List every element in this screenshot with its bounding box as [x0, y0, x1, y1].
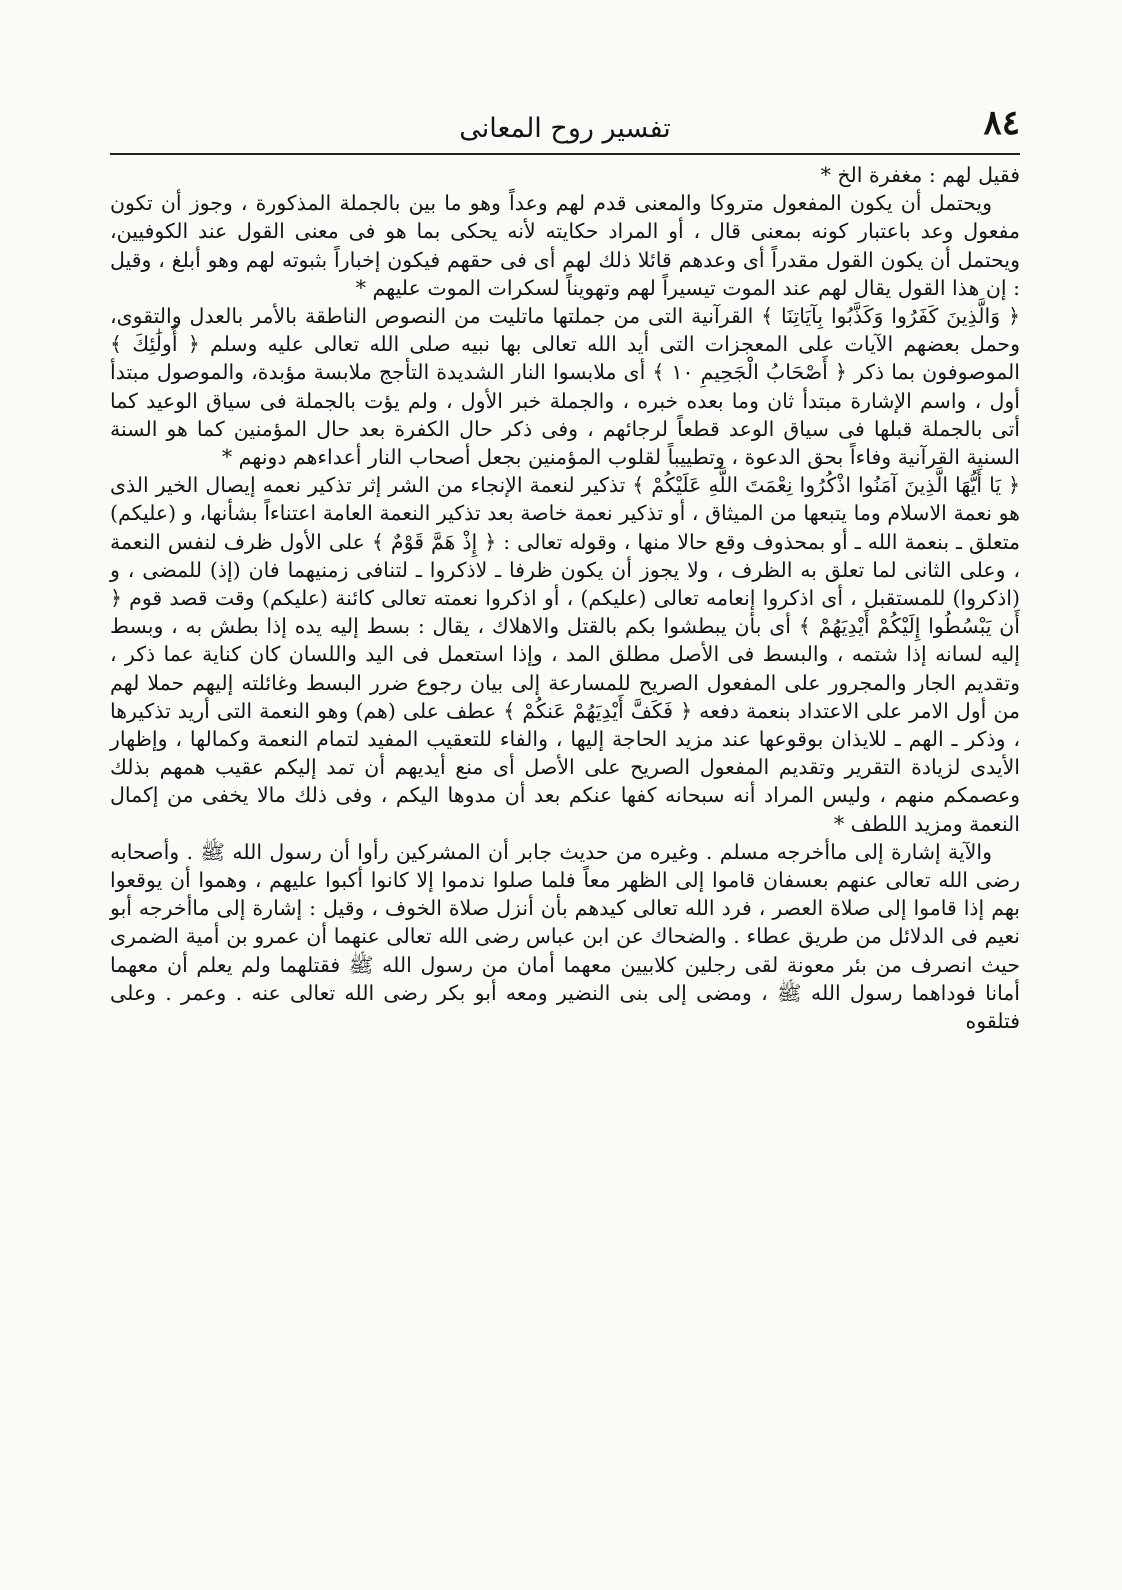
page — [110, 95, 1020, 1555]
body-text — [110, 161, 1020, 1035]
page-number: ٨٤ — [983, 103, 1020, 143]
paragraph-5: والآية إشارة إلى ماأخرجه مسلم . وغيره من حديث جابر أن المشركين رأوا أن رسول الله ﷺ . وأصحابه رضى الله تعالى عنهم بعسفان قاموا إلى الظهر معاً فلما صلوا ندموا إلا كانوا أكبوا عليهم ، وهموا أن يوقعوا بهم إذا قاموا إلى صلاة العصر ، فرد الله تعالى كيدهم بأن أنزل صلاة الخوف ، وقيل : إشارة إلى ماأخرجه أبو نعيم فى الدلائل من طريق عطاء . والضحاك عن ابن عباس رضى الله تعالى عنهما أن عمرو بن أمية الضمرى حيث انصرف من بئر معونة لقى رجلين كلابيين معهما أمان من رسول الله ﷺ فقتلهما ولم يعلم أن معهما أمانا فوداهما رسول الله ﷺ ، ومضى إلى بنى النضير ومعه أبو بكر رضى الله تعالى عنه . وعمر . وعلى فتلقوه — [110, 839, 1020, 1034]
paragraph-1: فقيل لهم : مغفرة الخ * — [820, 163, 1020, 187]
running-title: تفسير روح المعانى — [459, 113, 671, 144]
paragraph-3: ﴿ وَالَّذِينَ كَفَرُوا وَكَذَّبُوا بِآيَاتِنَا ﴾ القرآنية التى من جملتها ماتليت من النصوص الناطقة بالأمر بالعدل والتقوى، وحمل بعضهم الآيات على المعجزات التى أيد الله تعالى بها نبيه صلى الله تعالى عليه وسلم ﴿ أُولَٰئِكَ ﴾ الموصوفون بما ذكر ﴿ أَصْحَابُ الْجَحِيمِ ١٠ ﴾ أى ملابسوا النار الشديدة التأجج ملابسة مؤبدة، والموصول مبتدأ أول ، واسم الإشارة مبتدأ ثان وما بعده خبره ، والجملة خبر الأول ، ولم يؤت بالجملة فى سياق الوعيد كما أتى بالجملة قبلها فى سياق الوعد قطعاً لرجائهم ، وفى ذكر حال الكفرة بعد حال المؤمنين كما هو السنة السنية القرآنية وفاءاً بحق الدعوة ، وتطييباً لقلوب المؤمنين بجعل أصحاب النار أعداءهم دونهم * — [110, 304, 1020, 470]
paragraph-2: ويحتمل أن يكون المفعول متروكا والمعنى قدم لهم وعداً وهو ما بين بالجملة المذكورة ، وجوز أن تكون مفعول وعد باعتبار كونه بمعنى قال ، أو المراد حكايته لأنه يحكى بما هو فى معنى القول عند الكوفيين، ويحتمل أن يكون القول مقدراً أى وعدهم قائلا ذلك لهم أى فى حقهم فيكون إخباراً بثبوته لهم وهو أبلغ ، وقيل : إن هذا القول يقال لهم عند الموت تيسيراً لهم وتهويناً لسكرات الموت عليهم * — [110, 191, 1020, 300]
paragraph-4: ﴿ يَا أَيُّهَا الَّذِينَ آمَنُوا اذْكُرُوا نِعْمَتَ اللَّهِ عَلَيْكُمْ ﴾ تذكير لنعمة الإنجاء من الشر إثر تذكير نعمه إيصال الخير الذى هو نعمة الاسلام وما يتبعها من الميثاق ، أو تذكير نعمة خاصة بعد تذكير النعمة العامة اعتناءاً بشأنها، و (عليكم) متعلق ـ بنعمة الله ـ أو بمحذوف وقع حالا منها ، وقوله تعالى : ﴿ إِذْ هَمَّ قَوْمٌ ﴾ على الأول ظرف لنفس النعمة ، وعلى الثانى لما تعلق به الظرف ، ولا يجوز أن يكون ظرفا ـ لاذكروا ـ لتنافى زمنيهما فان (إذ) للمضى ، و (اذكروا) للمستقبل ، أى اذكروا إنعامه تعالى (عليكم) ، أو اذكروا نعمته تعالى كائنة (عليكم) وقت قصد قوم ﴿ أَن يَبْسُطُوا إِلَيْكُمْ أَيْدِيَهُمْ ﴾ أى بأن يبطشوا بكم بالقتل والاهلاك ، يقال : بسط إليه يده إذا بطش به ، وبسط إليه لسانه إذا شتمه ، والبسط فى الأصل مطلق المد ، وإذا استعمل فى اليد واللسان كان كناية عما ذكر ، وتقديم الجار والمجرور على المفعول الصريح للمسارعة إلى بيان رجوع ضرر البسط وغائلته إليهم حملا لهم من أول الامر على الاعتداد بنعمة دفعه ﴿ فَكَفَّ أَيْدِيَهُمْ عَنكُمْ ﴾ عطف على (هم) وهو النعمة التى أريد تذكيرها ، وذكر ـ الهم ـ للايذان بوقوعها عند مزيد الحاجة إليها ، والفاء للتعقيب المفيد لتمام النعمة وكمالها ، وإظهار الأيدى لزيادة التقرير وتقديم المفعول الصريح على الأصل أى منع أيديهم أن تمد إليكم عقيب همهم بذلك وعصمكم منهم ، وليس المراد أنه سبحانه كفها عنكم بعد أن مدوها اليكم ، وفى ذلك مالا يخفى من إكمال النعمة ومزيد اللطف * — [110, 473, 1020, 836]
page-header — [110, 95, 1020, 155]
